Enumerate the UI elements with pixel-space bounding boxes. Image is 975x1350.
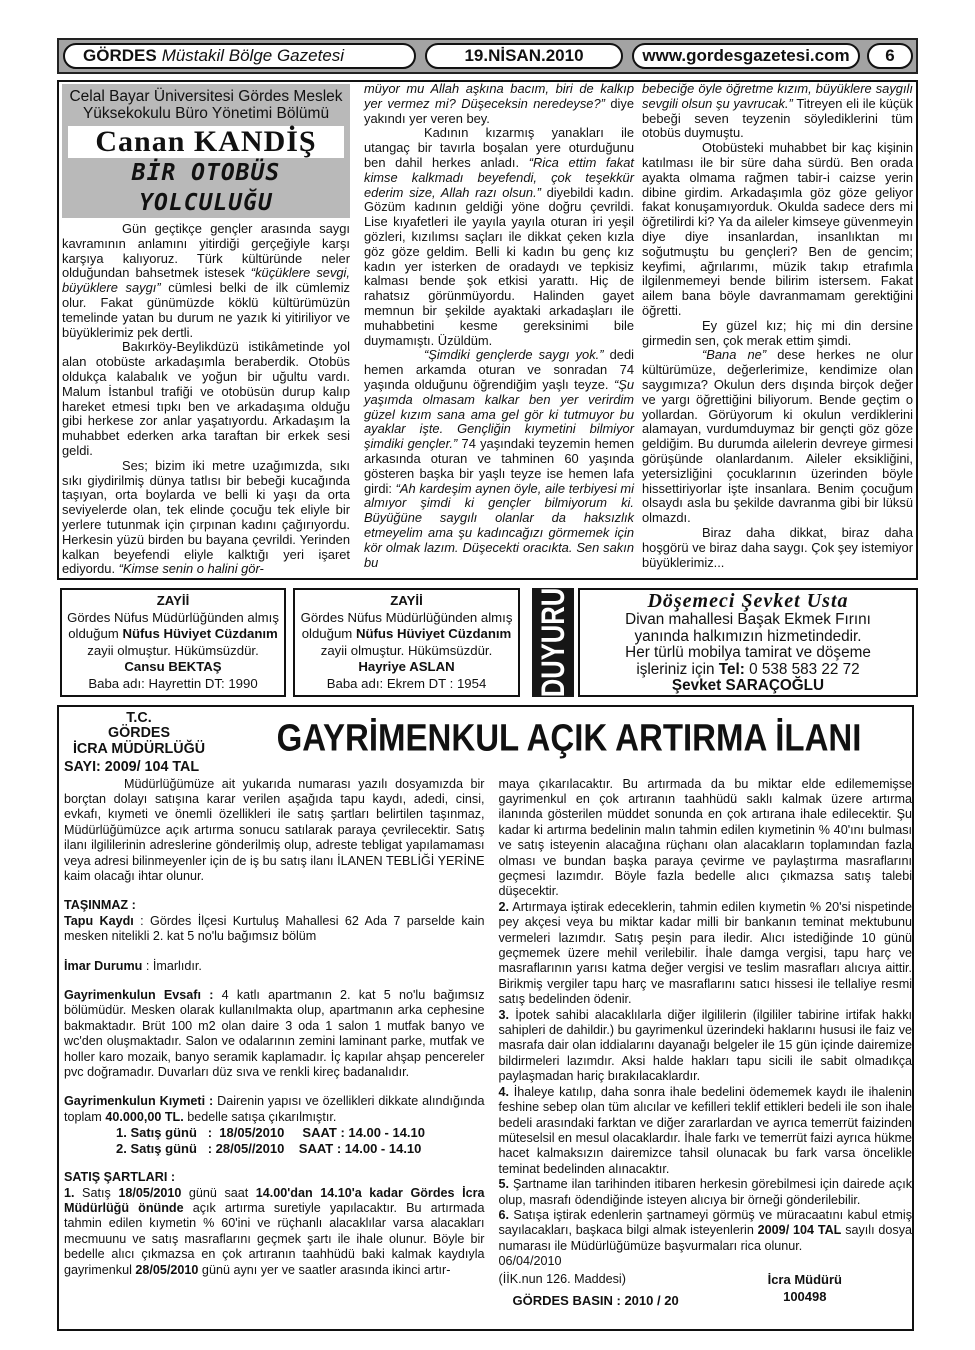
article [57, 80, 918, 580]
text-run: 5. [498, 1177, 510, 1192]
date-text: 19.NİSAN.2010 [464, 46, 584, 65]
paragraph [62, 222, 350, 340]
text-run: 6. [498, 1207, 510, 1222]
website-link[interactable]: www.gordesgazetesi.com [642, 46, 850, 65]
text-run: 2. [498, 899, 510, 914]
notice-title: GAYRİMENKUL AÇIK ARTIRMA İLANI [276, 715, 862, 759]
upholsterer-ad [578, 588, 918, 697]
notice-footer-left [499, 1272, 679, 1309]
text-run: 18/05/2010 [118, 1185, 182, 1200]
text-run: 3. [498, 1007, 510, 1022]
text-run: işleriniz için [636, 660, 719, 678]
text-run: Tapu Kaydı [64, 913, 134, 928]
issuing-office [64, 711, 214, 758]
paragraph [116, 1125, 485, 1140]
text-run: Gayrimenkulun Evsafı : [64, 988, 214, 1003]
text-run: dese herkes ne olur kültürümüze, değerlerimize, kendimize olan saygımıza? Okulun ders dışında birçok değer ve yargı öğrettiğini biliyorum. Bende geçtim o yollardan. Görüyorum ki okulun verdiklerini alamayan, vurdumduymaz bir gençti göz göze geldiğim. Bu durumda ailelerin devreye girmesi görüşünde olanlardanım. Aileler eksikliğini, yetersizliğini çocuklarının üzerinden böyle hissettiriyorlar işte insanlara. Benim çocuğum olsaydı asla bu şekilde davranma gibi bir lüksü olmazdı. [642, 347, 913, 526]
text-run: “Kimse senin o halini gör- [118, 561, 264, 577]
paragraph [64, 959, 485, 974]
newspaper-page [57, 38, 918, 1331]
notice-line: Gördes Nüfus Müdürlüğünden almış [300, 609, 513, 625]
text-run: maya çıkarılacaktır. Bu artırmada da bu miktar elde edilememişse gayrimenkul en çok artıranın taahhüdü saklı kalmak üzere artırma ilanında gösterilen müddet sonunda en çok artırana ihale edilecektir. Şu kadar ki artırma bedelinin malın tahmin edilen kıymetinin % 40'ını bulması ve satış isteyenin alacağına rüçhanı olan alacakların toplamından fazla olması ve bundan başka paraya çevirme ve paylaştırma masraflarını geçmesi lazımdır. Böyle fazla bedelle alıcı çıkmazsa satış talebi düşecektir. [498, 776, 912, 899]
text-run: cümlesi belki de ilk cümlemiz olur. Fakat günümüzde köklü kültürümüzün temelinde yatan bu durum ne yazık ki yitiriliyor ve büyüklerimiz pek dertli. [62, 280, 350, 340]
text-run: SATIŞ ŞARTLARI : [64, 1170, 176, 1185]
lost-id-notice-1 [60, 588, 286, 697]
paragraph [62, 459, 350, 577]
text-run: Ey güzel kız; hiç mi din dersine girmedin sen, çok merak ettim şimdi. [642, 317, 913, 348]
paragraph [642, 319, 913, 349]
paragraph [499, 777, 913, 900]
text-run: sayılı dosya numarası ile Müdürlüğümüze başvurmaları rica olunur. [498, 1223, 913, 1253]
ads-row [57, 588, 918, 697]
notice-line [295, 626, 518, 643]
website-pill[interactable] [632, 43, 860, 69]
text-run: : İmarlıdır. [142, 958, 202, 973]
notice-header [59, 707, 912, 777]
paragraph [116, 1141, 485, 1156]
text-run: dedi hemen arkamda oturan ve sonradan 74 yaşında olduğunu öğrendiğim yaşlı teyze. [364, 347, 634, 392]
text-run: Gün geçtikçe gençler arasında saygı kavramının anlamını yitirdiği gerçeğiyle karşı karşıya kalıyoruz. Türk kültüründe neler olduğundan bahsetmek istesek [62, 221, 350, 281]
text-run: Kadının kızarmış yanakları ile utangaç bir tavırla boşalan yere oturduğunu ben dahil herkes anladı. [364, 125, 634, 170]
document-name: Nüfus Hüviyet Cüzdanım [122, 626, 278, 642]
text-run: “küçüklere sevgi, büyüklere saygı” [62, 265, 351, 296]
paragraph [499, 1085, 913, 1177]
column-text [642, 82, 913, 570]
text-run: Biraz daha dikkat, biraz daha hoşgörü ve biraz daha saygı. Çok şey istemiyor büyüklerimiz... [642, 524, 913, 570]
ad-line: Divan mahallesi Başak Ekmek Fırını [625, 611, 871, 628]
text-run: Satış [74, 1185, 119, 1200]
text-run: 1. Satış günü : 18/05/2010 SAAT : 14.00 - 14.10 [116, 1125, 426, 1141]
ad-owner: Şevket SARAÇOĞLU [671, 677, 825, 694]
lost-id-notice-2 [293, 588, 520, 697]
paper-name: GÖRDES [83, 46, 157, 65]
paragraph [64, 1094, 485, 1125]
paragraph [642, 141, 913, 319]
notice-footer-right [768, 1272, 842, 1305]
paragraph [64, 1170, 485, 1185]
page-number [867, 43, 913, 69]
paper-name-pill [63, 43, 416, 69]
paragraph [64, 988, 485, 1080]
text-run: diye yakındı yer veren bey. [364, 95, 634, 126]
text-run: günü aynı yer ve saatler arasında ikinci artır- [198, 1262, 451, 1277]
office-line: T.C. [126, 709, 152, 726]
text-run: “Bana ne” [702, 347, 767, 363]
law-reference: (İİK.nun 126. Maddesi) [498, 1271, 626, 1286]
text-run: 40.000,00 TL. [105, 1109, 184, 1124]
article-column-2 [364, 82, 634, 570]
paragraph [64, 898, 485, 913]
announcement-label [532, 588, 574, 697]
text-run: 28/05/2010 [135, 1262, 199, 1277]
text-run: müyor mu Allah aşkına bacım, biri de kalkıp yer vermez mi? Düşeceksin neredeyse?” [364, 81, 634, 111]
phone-label: Tel: [718, 660, 745, 678]
text-run: bedelle satışa çıkarılmıştır. [183, 1109, 337, 1124]
notice-footer [499, 1272, 913, 1309]
owner-name: Cansu BEKTAŞ [124, 659, 222, 675]
text-run: diyebildi kadın. Gözüm kadının geldiği yöne doğru çevrildi. Lise kıyafetleri ile yayıla yayıla oturan iri yeşil gözleri, kızılımsı saçları ile dikkat çeken kızla göz göze geldim. Belli ki kadın bu genç kız kadın yer isterken de oradaydı ve tepkisiz kalması bende şok etkisi yarattı. Hiç de rahatsız görünmüyordu. Halinden gayet memnun bir şekilde ayaktaki arkadaşları ile muhabbetini kesme gereksinimi bile duymamıştı. Üzüldüm. [364, 184, 634, 348]
notice-line: zayii olmuştur. Hükümsüzdür. [320, 642, 493, 658]
text-run: günü saat [181, 1185, 256, 1200]
ad-line: Her türlü mobilya tamirat ve döşeme [625, 644, 871, 661]
file-number: SAYI: 2009/ 104 TAL [64, 758, 200, 775]
signatory-title: İcra Müdürü [767, 1271, 842, 1287]
notice-body [59, 777, 912, 1309]
paragraph [642, 82, 913, 141]
paragraph [642, 526, 913, 570]
paragraph [499, 1208, 913, 1254]
text-run: “Şu yaşımda olmasam kalkar ben yer verirdim güzel kızım sana ama gel gör ki tutmuyor bu ayaklar işte. Gençliğin kıymetini bilmiyor şimdiki gençler.” [364, 376, 634, 452]
text-run: açık artırma suretiyle yapılacaktır. Bu artırmada tahmin edilen kıymetin % 60'ini ve rüçhanlı alacaklılar varsa alacakları mecmuunu ve satış masraflarını geçmek şartı ile ihale olunur. Böyle bir bedelle alıcı çıkmazsa en çok artıranın taahhüdü baki kalmak kaydıyla gayrimenkul [64, 1200, 485, 1277]
column-text [364, 82, 634, 570]
text-run: 74 yaşındaki teyzemin hemen arkasında oturan ve tahminen 60 yaşında gösteren başka bir yaşlı teyze ise hemen lafa girdi: [364, 436, 634, 496]
signatory-code: 100498 [783, 1288, 827, 1304]
ad-line: yanında halkımızın hizmetindedir. [634, 627, 862, 645]
paragraph [499, 1254, 913, 1269]
text-run: Dairenin yapısı ve özellikleri dikkate alındığında toplam [64, 1094, 485, 1124]
notice-line: zayii olmuştur. Hükümsüzdür. [87, 642, 259, 658]
paragraph [499, 1008, 913, 1085]
text-run: 2009/ 104 TAL [757, 1223, 842, 1238]
column-text [499, 777, 913, 1270]
text-run: “Şimdiki gençlerde saygı yok.” [424, 347, 604, 363]
text-run: İmar Durumu [64, 958, 143, 973]
page-number-text: 6 [885, 46, 895, 65]
document-name: Nüfus Hüviyet Cüzdanım [355, 626, 512, 642]
ad-title: Döşemeci Şevket Usta [647, 590, 849, 612]
paragraph [364, 126, 634, 348]
text-run: : Gördes İlçesi Kurtuluş Mahallesi 62 Ada 7 parselde kain mesken nitelikli 2. kat 5 no'lu bağımsız bölüm [64, 913, 485, 944]
article-column-1 [62, 82, 350, 577]
text-run: “Rica ettim fakat kimse kalkmadı beyefendi, çok teşekkür ederim size, Allah razı olsun.” [364, 154, 634, 200]
author-name: Canan KANDİŞ [68, 126, 344, 158]
office-line: GÖRDES [108, 725, 170, 742]
paragraph [499, 900, 913, 1008]
phone-number: 0 538 583 22 72 [744, 660, 860, 678]
press-reference: GÖRDES BASIN : 2010 / 20 [512, 1292, 679, 1308]
owner-name: Hayriye ASLAN [358, 659, 455, 675]
text-run: Müdürlüğümüze ait yukarıda numarası yazılı dosyamızda bir borçtan dolayı satışına karar verilen aşağıda tapu kaydı, adedi, cinsi, evkafı, kıymeti ve önemli özellikleri ile satış şartları belirtilen taşınmaz, Müdürlüğümüzce açık artırma sonucu satılarak paraya çevrilecektir. Satış ilanı ilgililerinin adreslerine gönderilmiş olup, adreste tebligat yapılamaması veya adresi bilinmeyenler için de iş bu satış ilanı İLANEN TEBLİĞİ YERİNE kaim olacağı ihtar olunur. [64, 776, 485, 883]
text-run: 4. [498, 1084, 510, 1099]
notice-right-column [499, 777, 913, 1309]
office-line: İCRA MÜDÜRLÜĞÜ [72, 741, 206, 758]
paragraph [64, 777, 485, 885]
paragraph [364, 348, 634, 570]
text-run: Ses; bizim iki metre uzağımızda, sıkı sıkı giydirilmiş dünya tatlısı bir bebeği kucağında taşıyan, orta boylarda ve belli ki yaşı da orta seviyelerde olan, tek elinde çocuğu tek eliyle bir yerlere tutunmak için çırpınan kadını çağırıyordu. Herkesin yüzü birden bu bayana çevrildi. Yerinden kalkan beyefendi eliyle kalktığı yeri işaret ediyordu. [62, 457, 350, 577]
text-run: Titreyen eli ile küçük bebeği seven teyzenin söylediklerini tüm otobüs duymuştu. [642, 95, 913, 141]
paragraph [62, 340, 350, 458]
text-run: Satışa iştirak edenlerin şartnameyi görmüş ve müracaatını kabul etmiş sayılacakları, başkaca bilgi almak isteyenlerin [498, 1207, 912, 1238]
article-column-3 [642, 82, 913, 570]
notice-line: Gördes Nüfus Müdürlüğünden almış [67, 609, 279, 625]
column-text [64, 777, 485, 1278]
paragraph [499, 1177, 913, 1208]
paper-subtitle: Müstakil Bölge Gazetesi [161, 46, 345, 65]
notice-heading: ZAYİİ [156, 593, 190, 608]
text-run: 1. [64, 1185, 75, 1200]
text-run: 2. Satış günü : 28/05//2010 SAAT : 14.00 - 14.10 [116, 1140, 422, 1156]
text-run: Gayrimenkulun Kıymeti : [64, 1094, 214, 1109]
text-run: TAŞINMAZ : [64, 898, 136, 913]
text-run: 06/04/2010 [498, 1254, 562, 1269]
text-run: 4 katlı apartmanın 2. kat 5 no'lu bağımsız bölümüdür. Mesken olarak kullanılmakta olup, apartmanın arka cephesine bakmaktadır. Brüt 100 m2 olan daire 3 oda 1 salon 1 mutfak banyo ve wc'den oluşmaktadır. Salon ve odalarının zemini laminant parke, mutfak ve holler karo mozaik, banyo seramik kaplamadır. İç kapılar ahşap pencereler pvc doğramadır. Duvarları düz sıva ve renkli kireç badanalıdır. [64, 988, 485, 1080]
text-run: Otobüsteki muhabbet bir kaç kişinin katılması ile bir süre daha sürdü. Ben orada ayakta olmama rağmen tabir-i caizse yerin dibine girdim. Arkadaşımla göz göze geliyor fakat konuşamıyorduk. Okulda sadece ders mi öğretilirdi ki? Ya da aileler kimseye güvenmeyin diye diye insanlardan, insanlıktan mı soğutmuştu bu gençleri? Ben de gencim; keyfimi, ağrılarımı, müzik takıp etrafımla ilgilenmemeyi bende bilirim istersem. Fakat ailem bana böyle davranmamam gerektiğini öğretti. [642, 140, 913, 318]
text-run: 14.00'dan 14.10'a kadar Gördes İcra Müdürlüğü önünde [64, 1185, 485, 1215]
text-run: Şartname ilan tarihinden itibaren herkesin görebilmesi için dairede açık olup, masrafı ödendiğinde isteyen alıcıya bir örneği gönderilebilir. [498, 1177, 912, 1207]
paragraph [64, 914, 485, 945]
masthead-bar [57, 38, 918, 74]
text-run: Artırmaya iştirak edeceklerin, tahmin edilen kıymetin % 20'si nispetinde pey akçesi veya bu miktar kadar milli bir bankanın teminat mektubunu vermeleri lazımdır. Satış peşin para iledir. Alıcı istediğinde 10 günü geçmemek üzere mehil verilebilir. İhale damga vergisi, tapu harç ve masraflarının yarısı katma değer vergisi ve teslim masrafları alıcıya aittir. Birikmiş vergiler tapu harç ve masraflarını satıcı hissesi ile tellaliye resmi satış bedelinden ödenir. [498, 899, 912, 1007]
article-title: BİR OTOBÜS YOLCULUĞU [131, 160, 281, 216]
issue-date [425, 43, 623, 69]
text-run: İhaleye katılıp, daha sonra ihale bedelini ödememek kaydı ile ihalenin feshine sebep olan tüm alıcılar ve kefilleri teklif ettikleri bedeli ile son ihale bedeli arasındaki farktan ve diğer zararlardan ve ayrıca temerrüt faizinden müteselsil en mesul olacaklardır. İhale farkı ve temerrüt faizi ayrıca hükme hacet kalmaksızın dairemizce tahsil olunacak bu fark varsa öncelikle teminat bedelinden alınacaktır. [498, 1084, 912, 1176]
paragraph [64, 1186, 485, 1278]
paragraph [642, 348, 913, 526]
auction-notice [57, 705, 914, 1331]
owner-detail: Baba adı: Hayrettin DT: 1990 [88, 675, 258, 691]
text-run: Bakırköy-Beylikdüzü istikâmetinde yol alan otobüste arkadaşımla beraberdik. Otobüs oldukça kalabalık ve yoğun bir uğultu vardı. Malum İstanbul trafiği ve otobüsün durup kalıp hareket etmesi tıpkı ben ve arkadaşıma olduğu gibi herkese zor anlar yaşatıyordu. Arkadaşım la muhabbet ederken arka taraftan bir erkek sesi geldi. [62, 339, 350, 458]
text-run: olduğum [68, 626, 123, 642]
announcement-label-text: DUYURU [534, 588, 571, 697]
notice-line [62, 626, 284, 643]
text-run: İpotek sahibi alacaklılarla diğer ilgililerin (ilgililer tabirine irtifak hakkı sahipleri de dahildir.) bu gayrimenkul üzerindeki haklarını hususi ile faiz ve masrafa dair olan iddialarını dayanağı belgeler ile 15 gün içinde dairemize bildirmeleri lazımdır. Aksi halde hakları tapu sicili ile sabit olmadıkça paylaşmadan hariç bırakılacaklardır. [498, 1007, 912, 1084]
paragraph [364, 82, 634, 126]
notice-left-column [64, 777, 485, 1278]
notice-heading: ZAYİİ [390, 593, 423, 608]
column-text [62, 222, 350, 577]
text-run: bebeciğe öyle öğretme kızım, büyüklere saygılı sevgili olsun şu yavrucak.” [642, 81, 913, 111]
article-title-block [62, 84, 350, 218]
text-run: “Ah kardeşim aynen öyle, aile terbiyesi mi almıyor şimdi ki gençler bilmiyorum ki. Büyüğüne saygılı olanlar da haksızlık etmeyelim ama şu kadıncağızı görmemek için kör olmak lazım. Düşecekti oracıkta. Sen sakın bu [364, 480, 634, 570]
institution-line: Celal Bayar Üniversitesi Gördes Meslek [69, 88, 343, 105]
text-run: olduğum [301, 626, 356, 642]
department-line: Yüksekokulu Büro Yönetimi Bölümü [82, 105, 330, 122]
ad-line [580, 662, 916, 679]
owner-detail: Baba adı: Ekrem DT : 1954 [326, 675, 487, 691]
